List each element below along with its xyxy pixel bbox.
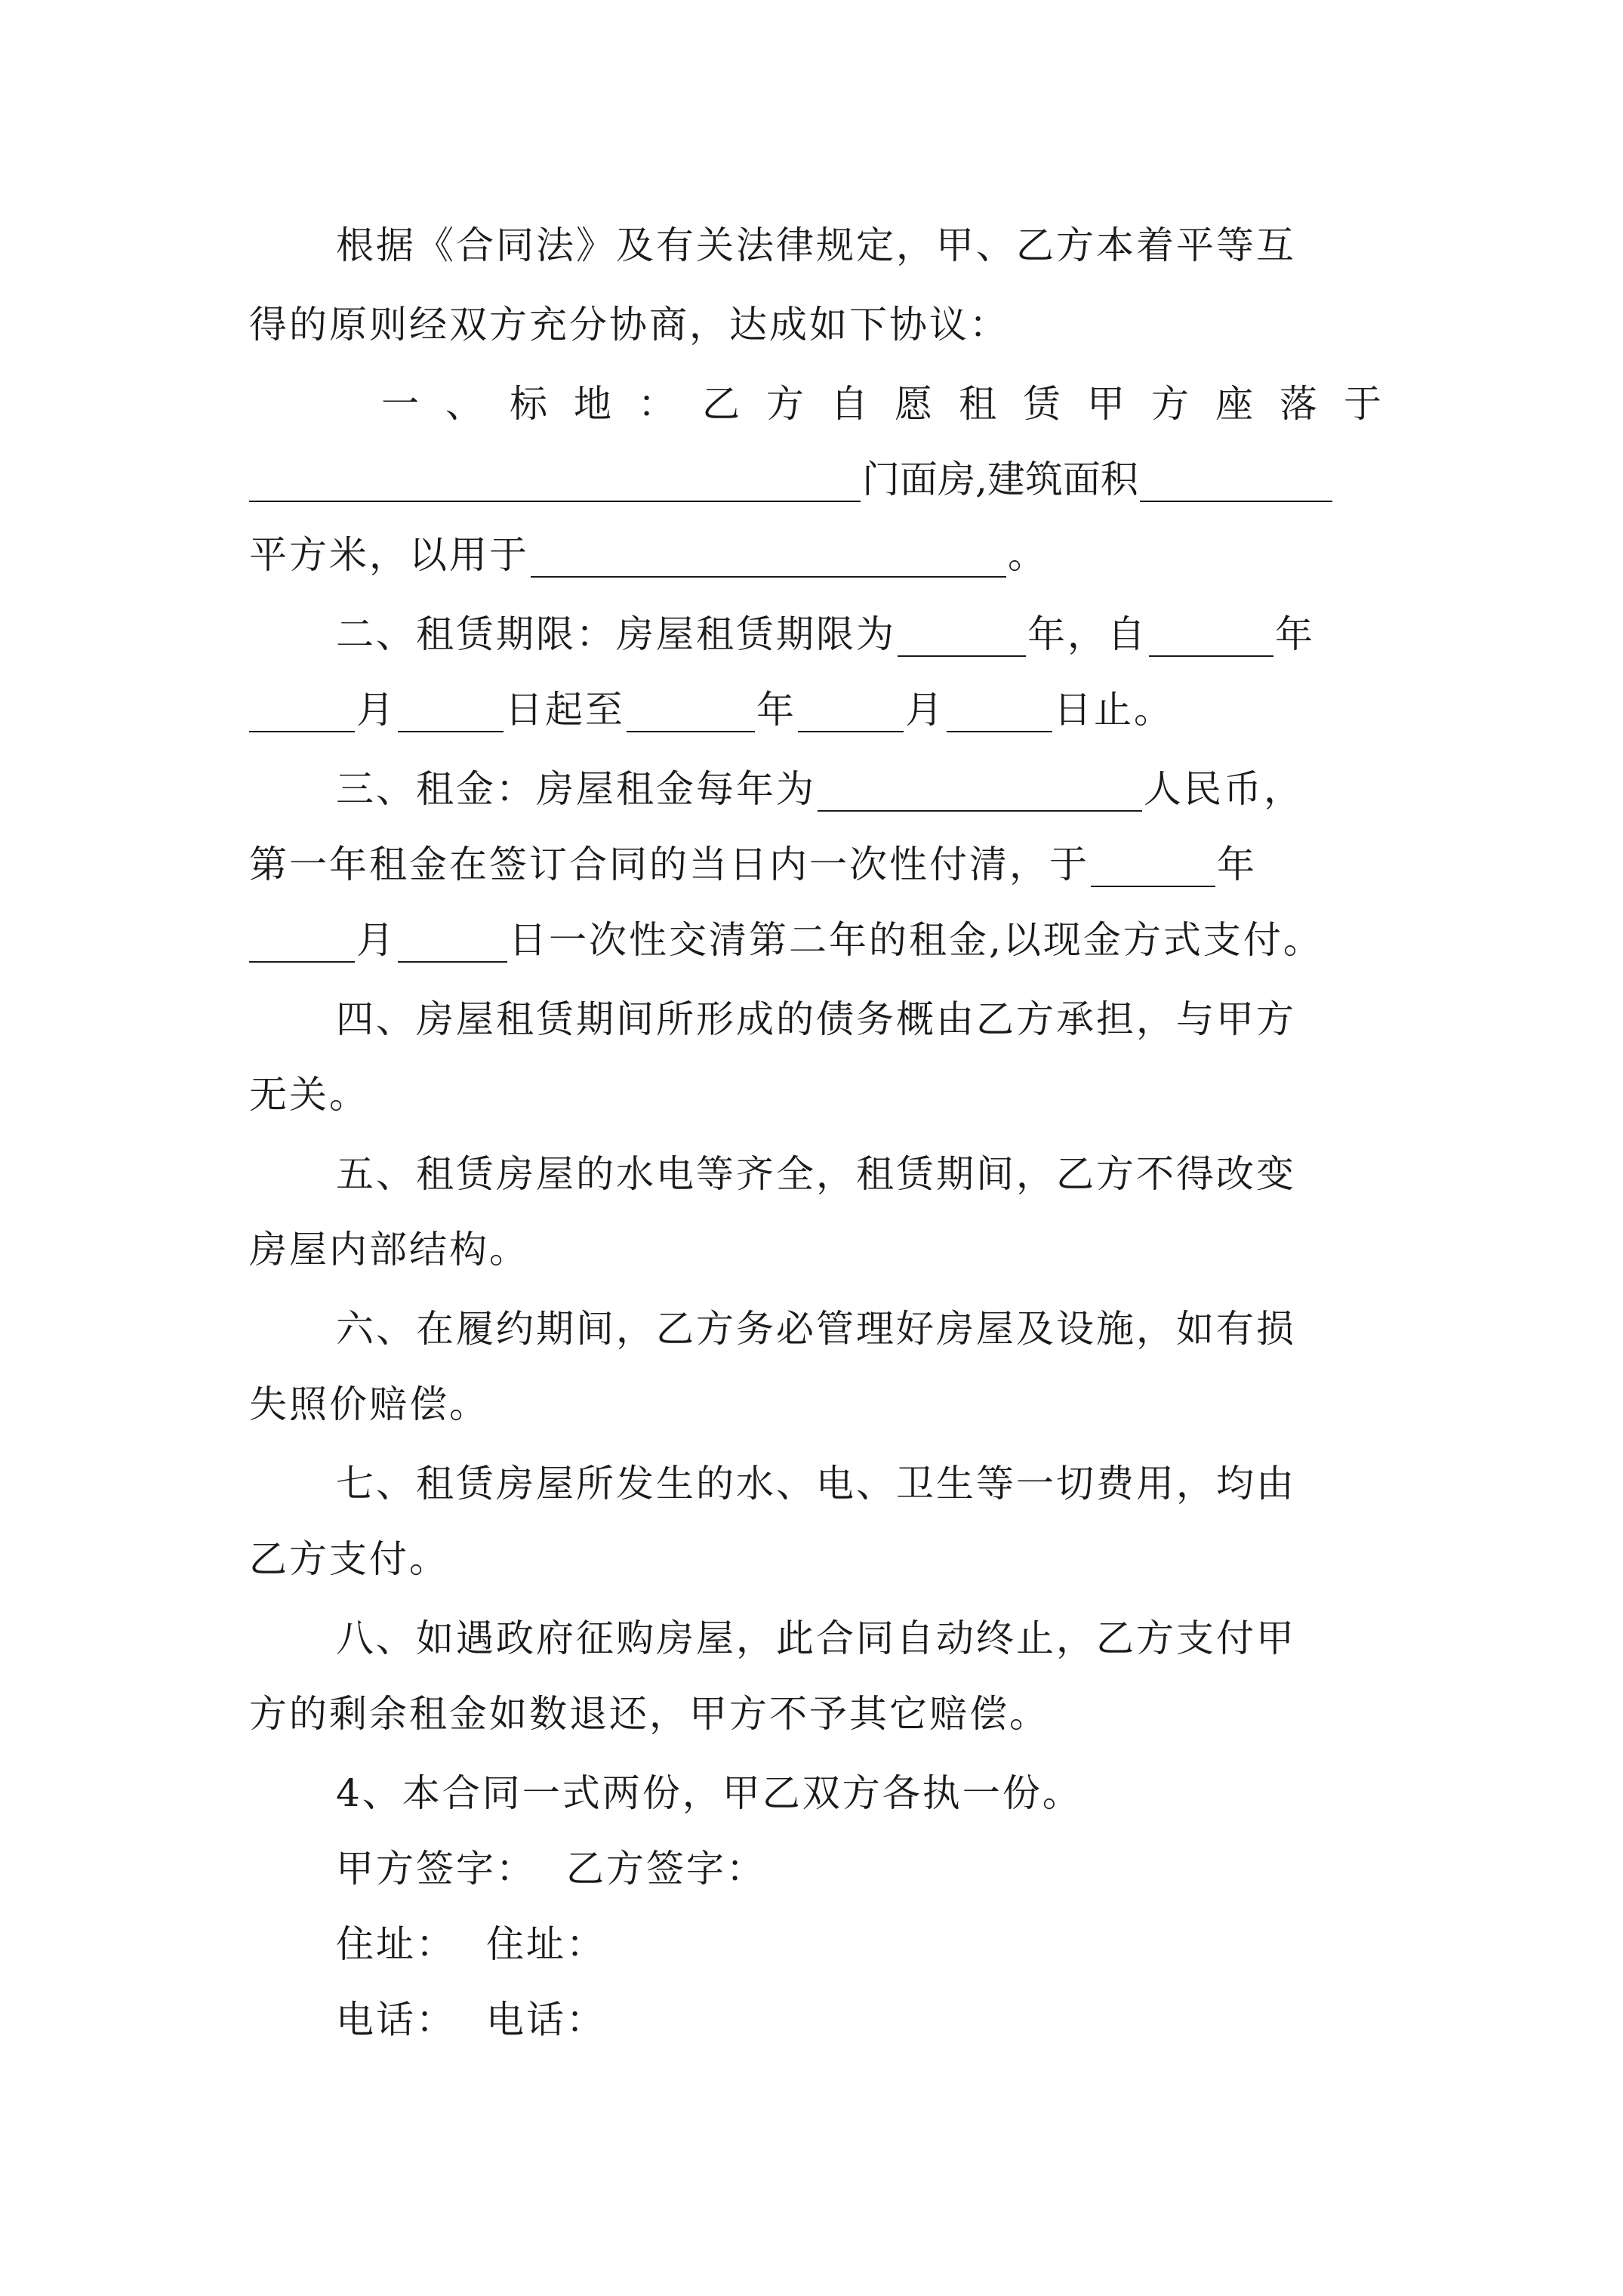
clause-1-line-2: 门面房,建筑面积	[249, 457, 1381, 502]
clause-5-line-1: 五、租赁房屋的水电等齐全，租赁期间，乙方不得改变	[336, 1152, 1296, 1196]
intro-line-2: 得的原则经双方充分协商，达成如下协议：	[249, 303, 1009, 347]
clause-1-char: ：	[638, 382, 676, 426]
clause-3-line-1: 三、租金：房屋租金每年为 人民币，	[336, 767, 1304, 811]
clause-1-char: 愿	[895, 382, 932, 426]
clause-1-line-3: 平方米，以用于 。	[249, 533, 1048, 577]
party-b-phone-label: 电话：	[486, 1998, 606, 2042]
clause-1-char: 于	[1344, 382, 1381, 426]
clause-1-char: 乙	[702, 382, 740, 426]
clause-1-char: 甲	[1087, 382, 1125, 426]
second-payment-month-blank[interactable]	[249, 925, 355, 963]
clause-9: 4、本合同一式两份，甲乙双方各执一份。	[336, 1771, 1083, 1815]
party-b-address-label: 住址：	[486, 1922, 606, 1966]
party-a-phone-label: 电话：	[336, 1998, 456, 2042]
clause-2-line-1: 二、租赁期限：房屋租赁期限为 年，自 年	[336, 612, 1315, 656]
term-years-blank[interactable]	[898, 619, 1026, 657]
party-a-signature-label: 甲方签字：	[336, 1847, 536, 1891]
annual-rent-blank[interactable]	[818, 774, 1142, 812]
end-day-blank[interactable]	[947, 695, 1052, 732]
start-month-blank[interactable]	[249, 695, 355, 732]
clause-3-line-3: 月 日一次性交清第二年的租金,以现金方式支付。	[249, 917, 1381, 963]
clause-6-line-1: 六、在履约期间，乙方务必管理好房屋及设施，如有损	[336, 1307, 1296, 1351]
intro-line-1: 根据《合同法》及有关法律规定，甲、乙方本着平等互	[336, 223, 1296, 267]
clause-8-line-2: 方的剩余租金如数退还，甲方不予其它赔偿。	[249, 1692, 1049, 1736]
clause-8-line-1: 八、如遇政府征购房屋，此合同自动终止，乙方支付甲	[336, 1616, 1296, 1660]
clause-1-char: 地	[574, 382, 611, 426]
second-payment-year-blank[interactable]	[1091, 849, 1215, 887]
clause-1-line-1	[381, 381, 1381, 427]
clause-1-char: 自	[830, 382, 868, 426]
start-year-blank[interactable]	[1149, 619, 1273, 657]
clause-1-char: 落	[1280, 382, 1317, 426]
clause-1-char: 租	[959, 382, 996, 426]
clause-3-line-2: 第一年租金在签订合同的当日内一次性付清，于 年	[249, 843, 1257, 886]
party-a-address-label: 住址：	[336, 1922, 456, 1966]
clause-1-char: 一	[381, 382, 419, 426]
address-line	[336, 1922, 1381, 1967]
start-day-blank[interactable]	[398, 695, 504, 732]
clause-1-char: 、	[445, 382, 483, 426]
usage-blank[interactable]	[531, 540, 1006, 578]
clause-7-line-2: 乙方支付。	[249, 1537, 449, 1581]
second-payment-day-blank[interactable]	[398, 925, 507, 963]
party-b-signature-label: 乙方签字：	[566, 1847, 766, 1891]
clause-6-line-2: 失照价赔偿。	[249, 1382, 489, 1426]
phone-line	[336, 1997, 1381, 2042]
signature-line	[336, 1846, 1381, 1891]
location-blank[interactable]	[249, 464, 861, 502]
clause-1-char: 座	[1215, 382, 1253, 426]
clause-1-char: 标	[510, 382, 547, 426]
clause-4-line-2: 无关。	[249, 1073, 369, 1117]
clause-1-char: 方	[1151, 382, 1189, 426]
clause-2-line-2: 月 日起至 年 月 日止。	[249, 687, 1381, 732]
area-blank[interactable]	[1140, 464, 1332, 502]
clause-4-line-1: 四、房屋租赁期间所形成的债务概由乙方承担，与甲方	[336, 997, 1296, 1041]
end-month-blank[interactable]	[798, 695, 904, 732]
clause-1-char: 方	[766, 382, 804, 426]
clause-7-line-1: 七、租赁房屋所发生的水、电、卫生等一切费用，均由	[336, 1462, 1296, 1505]
clause-1-char: 赁	[1023, 382, 1061, 426]
clause-5-line-2: 房屋内部结构。	[249, 1228, 529, 1271]
end-year-blank[interactable]	[627, 695, 755, 732]
